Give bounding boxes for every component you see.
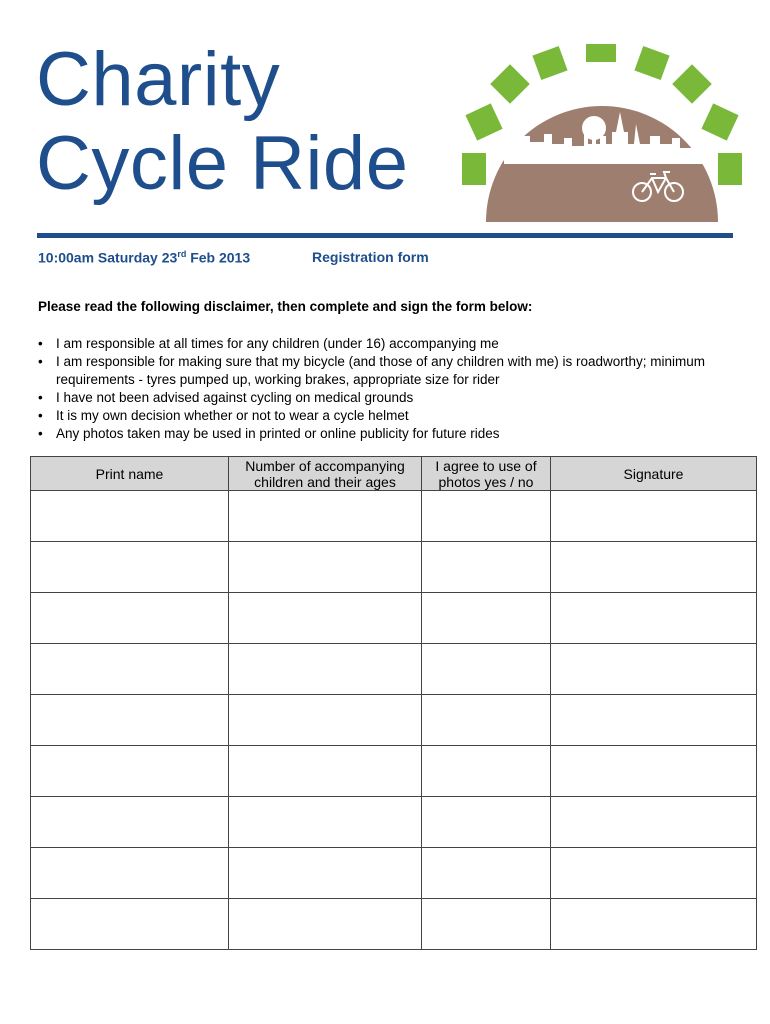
table-row bbox=[31, 797, 757, 848]
children-cell[interactable] bbox=[229, 797, 422, 848]
table-row bbox=[31, 848, 757, 899]
children-cell[interactable] bbox=[229, 644, 422, 695]
disclaimer-item: • I am responsible at all times for any children (under 16) accompanying me bbox=[38, 335, 738, 353]
signature-cell[interactable] bbox=[551, 593, 757, 644]
form-label: Registration form bbox=[312, 249, 429, 265]
table-row bbox=[31, 593, 757, 644]
name-cell[interactable] bbox=[31, 746, 229, 797]
disclaimer-intro: Please read the following disclaimer, then complete and sign the form below: bbox=[38, 299, 533, 314]
name-cell[interactable] bbox=[31, 542, 229, 593]
name-cell[interactable] bbox=[31, 644, 229, 695]
signature-cell[interactable] bbox=[551, 542, 757, 593]
table-row bbox=[31, 899, 757, 950]
table-row bbox=[31, 695, 757, 746]
photos-cell[interactable] bbox=[422, 491, 551, 542]
signature-cell[interactable] bbox=[551, 746, 757, 797]
disclaimer-item: • I am responsible for making sure that my bicycle (and those of any children with me) is roadworthy; minimum requirements - tyres pumped up, working brakes, appropriate size for rider bbox=[38, 353, 738, 389]
signature-cell[interactable] bbox=[551, 644, 757, 695]
name-cell[interactable] bbox=[31, 848, 229, 899]
photos-cell[interactable] bbox=[422, 797, 551, 848]
registration-table bbox=[30, 456, 757, 950]
children-cell[interactable] bbox=[229, 899, 422, 950]
table-row bbox=[31, 542, 757, 593]
name-cell[interactable] bbox=[31, 491, 229, 542]
photos-cell[interactable] bbox=[422, 848, 551, 899]
children-cell[interactable] bbox=[229, 695, 422, 746]
signature-cell[interactable] bbox=[551, 491, 757, 542]
signature-cell[interactable] bbox=[551, 848, 757, 899]
children-cell[interactable] bbox=[229, 746, 422, 797]
children-cell[interactable] bbox=[229, 542, 422, 593]
name-cell[interactable] bbox=[31, 899, 229, 950]
disclaimer-list bbox=[38, 335, 738, 443]
photos-cell[interactable] bbox=[422, 695, 551, 746]
photos-cell[interactable] bbox=[422, 593, 551, 644]
column-header-children: Number of accompanying children and their ages bbox=[229, 457, 422, 491]
page-title bbox=[36, 38, 408, 206]
table-body bbox=[31, 491, 757, 950]
title-line-1: Charity bbox=[36, 37, 281, 122]
table-row bbox=[31, 644, 757, 695]
title-divider bbox=[37, 233, 733, 238]
photos-cell[interactable] bbox=[422, 644, 551, 695]
children-cell[interactable] bbox=[229, 848, 422, 899]
city-skyline-bicycle-logo-icon bbox=[460, 40, 745, 230]
disclaimer-item: • Any photos taken may be used in printed or online publicity for future rides bbox=[38, 425, 738, 443]
photos-cell[interactable] bbox=[422, 899, 551, 950]
title-line-2: Cycle Ride bbox=[36, 121, 409, 206]
signature-cell[interactable] bbox=[551, 695, 757, 746]
table-header-row bbox=[31, 457, 757, 491]
children-cell[interactable] bbox=[229, 593, 422, 644]
name-cell[interactable] bbox=[31, 695, 229, 746]
column-header-signature: Signature bbox=[551, 457, 757, 491]
signature-cell[interactable] bbox=[551, 797, 757, 848]
table-row bbox=[31, 491, 757, 542]
name-cell[interactable] bbox=[31, 593, 229, 644]
column-header-photos: I agree to use of photos yes / no bbox=[422, 457, 551, 491]
name-cell[interactable] bbox=[31, 797, 229, 848]
column-header-print-name: Print name bbox=[31, 457, 229, 491]
photos-cell[interactable] bbox=[422, 746, 551, 797]
signature-cell[interactable] bbox=[551, 899, 757, 950]
children-cell[interactable] bbox=[229, 491, 422, 542]
disclaimer-item: • It is my own decision whether or not to wear a cycle helmet bbox=[38, 407, 738, 425]
table-row bbox=[31, 746, 757, 797]
disclaimer-item: • I have not been advised against cycling on medical grounds bbox=[38, 389, 738, 407]
photos-cell[interactable] bbox=[422, 542, 551, 593]
event-date: 10:00am Saturday 23rd Feb 2013 bbox=[38, 249, 251, 266]
